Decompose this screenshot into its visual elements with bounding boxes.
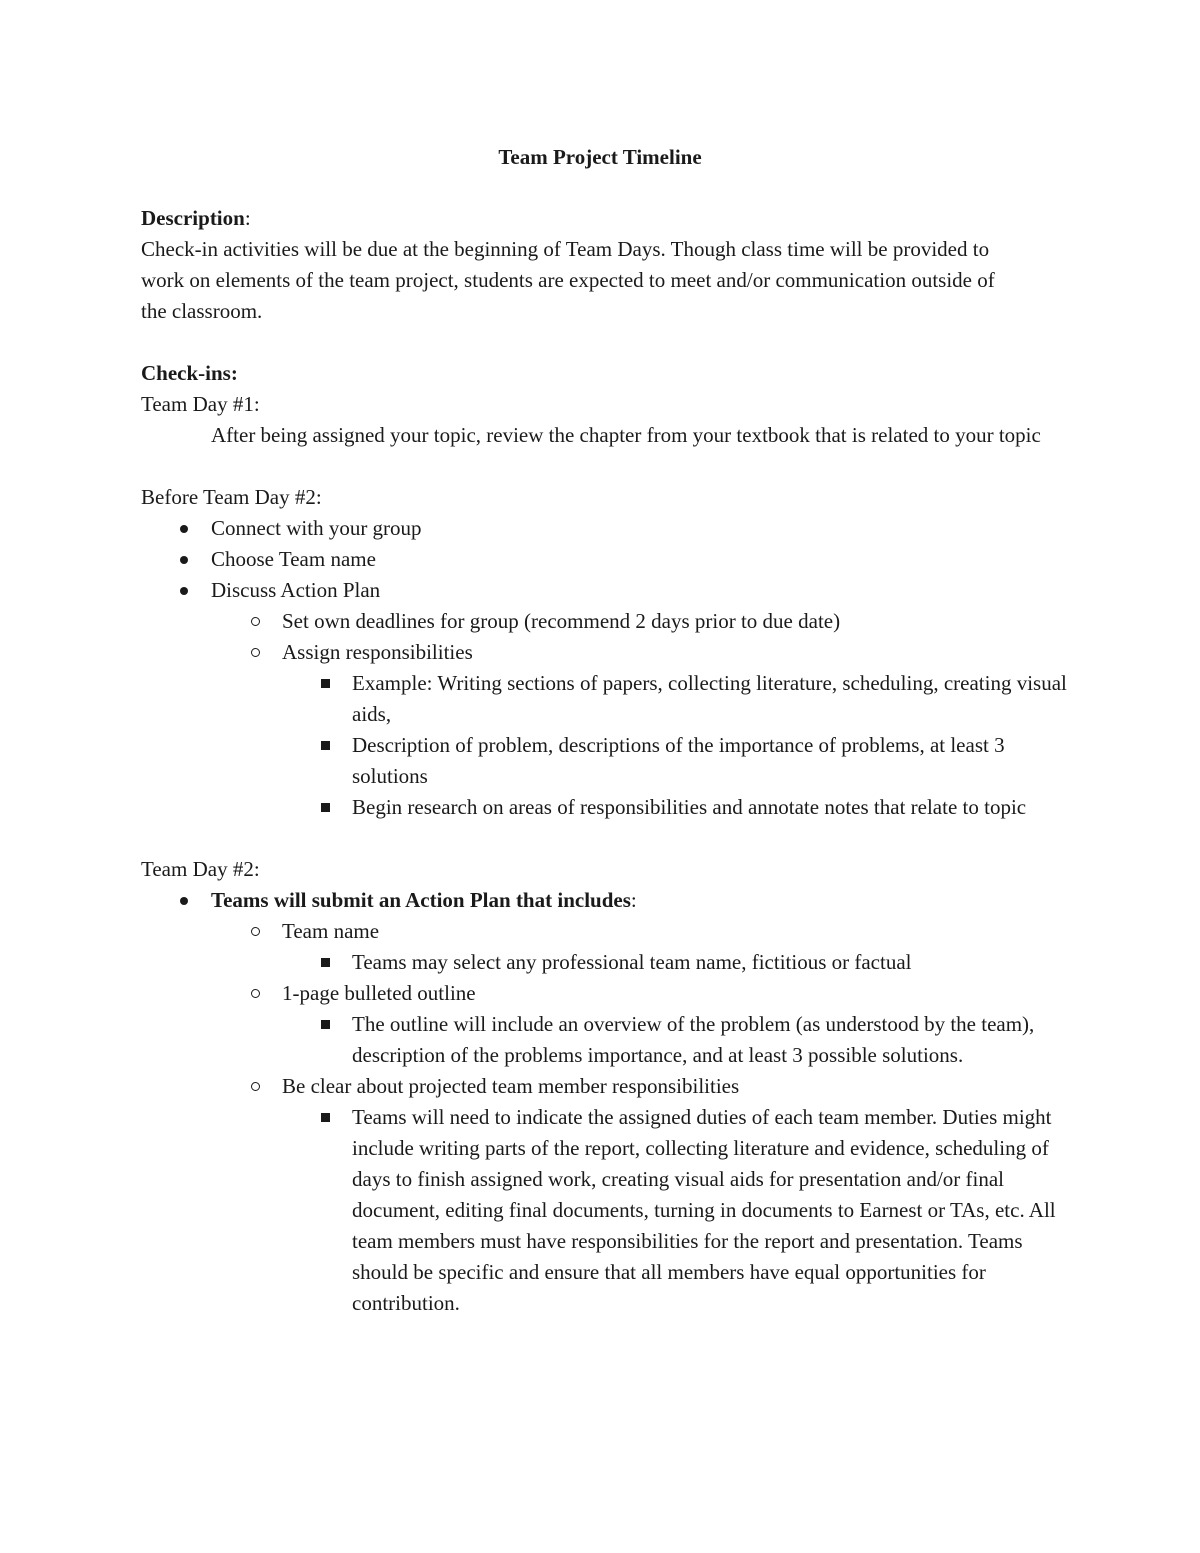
list-item: Be clear about projected team member responsibilities (141, 1071, 1071, 1102)
list-item: Connect with your group (141, 513, 1071, 544)
list-item: Discuss Action Plan (141, 575, 1071, 606)
bullet-square-icon (321, 958, 330, 967)
bullet-square-icon (321, 1020, 330, 1029)
list-item: Example: Writing sections of papers, collecting literature, scheduling, creating visual aids, (141, 668, 1072, 730)
bullet-circle-icon (251, 1082, 260, 1091)
bullet-square-icon (321, 803, 330, 812)
list-item: Team name (141, 916, 1071, 947)
checkins-heading: Check-ins: (141, 361, 238, 385)
bullet-disc-icon (180, 897, 188, 905)
list-item: Set own deadlines for group (recommend 2 days prior to due date) (141, 606, 1071, 637)
description-heading: Description (141, 206, 245, 230)
bullet-disc-icon (180, 587, 188, 595)
bullet-circle-icon (251, 989, 260, 998)
document-body (141, 203, 1071, 1319)
description-heading-line (141, 203, 1071, 234)
team-day-1-label: Team Day #1: (141, 392, 260, 416)
bullet-square-icon (321, 1113, 330, 1122)
bullet-circle-icon (251, 648, 260, 657)
before-team-day-2-label: Before Team Day #2: (141, 485, 322, 509)
list-item: Choose Team name (141, 544, 1071, 575)
team-day-2-label: Team Day #2: (141, 857, 260, 881)
bullet-square-icon (321, 741, 330, 750)
list-item: The outline will include an overview of the problem (as understood by the team), description of the problems importance, and at least 3 possible solutions. (141, 1009, 1072, 1071)
list-item: Description of problem, descriptions of the importance of problems, at least 3 solutions (141, 730, 1072, 792)
bullet-circle-icon (251, 927, 260, 936)
list-item: Teams will need to indicate the assigned duties of each team member. Duties might include writing parts of the report, collecting literature and evidence, scheduling of days to finish assigned work, creating visual aids for presentation and/or final document, editing final documents, turning in documents to Earnest or TAs, etc. All team members must have responsibilities for the report and presentation. Teams should be specific and ensure that all members have equal opportunities for contribution. (141, 1102, 1072, 1319)
bullet-square-icon (321, 679, 330, 688)
description-colon: : (244, 206, 251, 230)
list-item: Teams may select any professional team name, fictitious or factual (141, 947, 1072, 978)
list-item: 1-page bulleted outline (141, 978, 1071, 1009)
page-title: Team Project Timeline (498, 145, 702, 169)
team-day-1-text: After being assigned your topic, review the chapter from your textbook that is related to your topic (211, 423, 1041, 447)
list-item: Teams will submit an Action Plan that includes: (141, 885, 1071, 916)
description-text: Check-in activities will be due at the beginning of Team Days. Though class time will be provided to work on elements of the team project, students are expected to meet and/or communication outside of the classroom. (141, 237, 995, 323)
bullet-disc-icon (180, 556, 188, 564)
bullet-disc-icon (180, 525, 188, 533)
list-item: Assign responsibilities (141, 637, 1071, 668)
bullet-circle-icon (251, 617, 260, 626)
list-item: Begin research on areas of responsibilities and annotate notes that relate to topic (141, 792, 1072, 823)
